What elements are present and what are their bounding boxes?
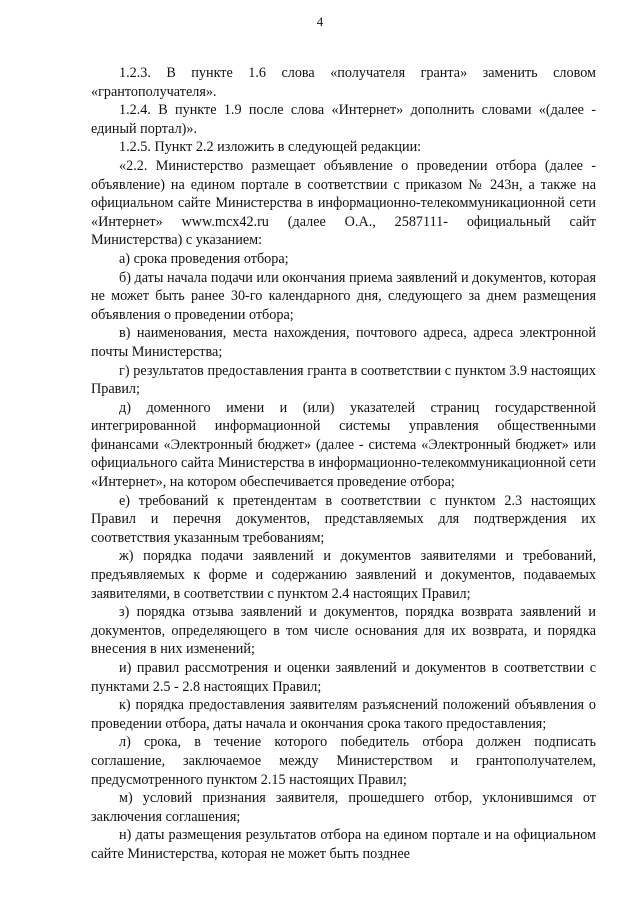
list-item-e: е) требований к претендентам в соответствии с пунктом 2.3 настоящих Правил и перечня документов, представляемых для подтверждения их соответствия указанным требованиям;	[91, 492, 596, 546]
list-item-d: д) доменного имени и (или) указателей страниц государственной интегрированной информационной системы управления общественными финансами «Электронный бюджет» (далее - система «Электронный бюджет» или официального сайта Министерства в информационно-телекоммуникационной сети «Интернет», на котором обеспечивается проведение отбора;	[91, 399, 596, 491]
list-item-v: в) наименования, места нахождения, почтового адреса, адреса электронной почты Министерства;	[91, 325, 596, 360]
list-item-a: а) срока проведения отбора;	[119, 250, 289, 267]
paragraph-1-2-3: 1.2.3. В пункте 1.6 слова «получателя гранта» заменить словом «грантополучателя».	[91, 65, 596, 100]
document-body	[91, 64, 596, 864]
list-item-k: к) порядка предоставления заявителям разъяснений положений объявления о проведении отбора, даты начала и окончания срока такого предоставления;	[91, 697, 596, 732]
page-number: 4	[316, 14, 324, 29]
paragraph-1-2-4: 1.2.4. В пункте 1.9 после слова «Интернет» дополнить словами «(далее - единый портал)».	[91, 102, 596, 137]
list-item-i: и) правил рассмотрения и оценки заявлений и документов в соответствии с пунктами 2.5 - 2.8 настоящих Правил;	[91, 660, 596, 695]
list-item-zh: ж) порядка подачи заявлений и документов заявителями и требований, предъявляемых к форме и содержанию заявлений и документов, подаваемых заявителями, в соответствии с пунктом 2.4 настоящих Правил;	[91, 548, 596, 602]
list-item-m: м) условий признания заявителя, прошедшего отбор, уклонившимся от заключения соглашения;	[91, 790, 596, 825]
list-item-z: з) порядка отзыва заявлений и документов, порядка возврата заявлений и документов, определяющего в том числе основания для их возврата, и порядка внесения в них изменений;	[91, 604, 596, 658]
list-item-b: б) даты начала подачи или окончания приема заявлений и документов, которая не может быть ранее 30-го календарного дня, следующего за днем размещения объявления о проведении отбора;	[91, 269, 596, 323]
list-item-g: г) результатов предоставления гранта в соответствии с пунктом 3.9 настоящих Правил;	[91, 362, 596, 398]
list-item-n: н) даты размещения результатов отбора на едином портале и на официальном сайте Министерства, которая не может быть позднее	[91, 827, 596, 862]
paragraph-2-2: «2.2. Министерство размещает объявление о проведении отбора (далее - объявление) на едином портале в соответствии с приказом № 243н, а также на официальном сайте Министерства в информационно-телекоммуникационной сети «Интернет» www.mcx42.ru (далее О.А., 2587111- официальный сайт Министерства) с указанием:	[91, 157, 596, 249]
list-item-l: л) срока, в течение которого победитель отбора должен подписать соглашение, заключаемое между Министерством и грантополучателем, предусмотренного пунктом 2.15 настоящих Правил;	[91, 734, 596, 788]
paragraph-1-2-5: 1.2.5. Пункт 2.2 изложить в следующей редакции:	[119, 139, 422, 156]
